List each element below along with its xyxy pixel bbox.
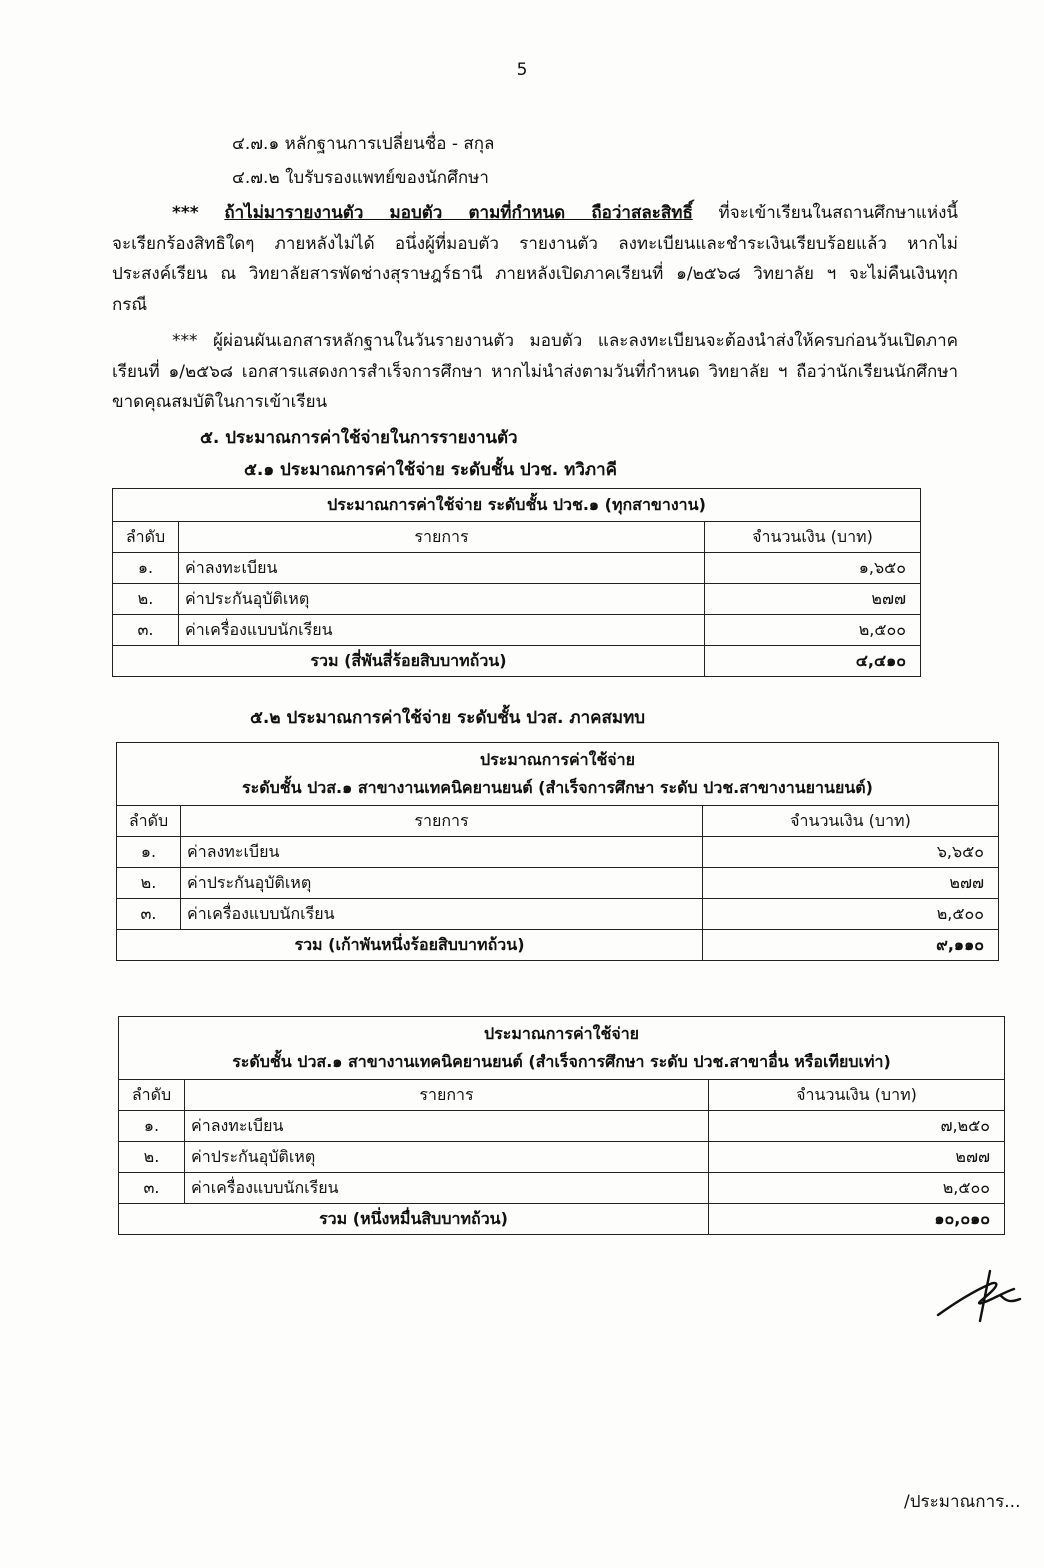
row-no: ๑. [117, 837, 181, 868]
table-row [119, 1111, 1005, 1142]
notice-deferral-line1: *** ผู้ผ่อนผันเอกสารหลักฐานในวันรายงานตัว มอบตัว และลงทะเบียนจะต้องนำส่งให้ครบก่อนวันเปิดภาค [172, 331, 958, 351]
table-row [117, 837, 999, 868]
row-item: ค่าลงทะเบียน [179, 553, 705, 584]
row-item: ค่าลงทะเบียน [185, 1111, 709, 1142]
item-4-7-1: ๔.๗.๑ หลักฐานการเปลี่ยนชื่อ - สกุล [232, 134, 495, 154]
row-amount: ๒๗๗ [709, 1142, 1005, 1173]
table-total-row [117, 930, 999, 961]
row-no: ๓. [119, 1173, 185, 1204]
total-amount: ๑๐,๐๑๐ [709, 1204, 1005, 1235]
section-5-1-heading: ๕.๑ ประมาณการค่าใช้จ่าย ระดับชั้น ปวช. ทวิภาคี [244, 460, 618, 480]
row-amount: ๗,๒๕๐ [709, 1111, 1005, 1142]
cost-table-hvoc1-auto [116, 742, 999, 961]
total-label: รวม (เก้าพันหนึ่งร้อยสิบบาทถ้วน) [117, 930, 703, 961]
notice-forfeit-line4: กรณี [112, 294, 148, 315]
header-no: ลำดับ [119, 1080, 185, 1111]
row-item: ค่าประกันอุบัติเหตุ [185, 1142, 709, 1173]
total-amount: ๙,๑๑๐ [703, 930, 999, 961]
notice-forfeit-paragraph [112, 198, 958, 320]
table-total-row [119, 1204, 1005, 1235]
notice-forfeit-line3: ประสงค์เรียน ณ วิทยาลัยสารพัดช่างสุราษฎร์ธานี ภายหลังเปิดภาคเรียนที่ ๑/๒๕๖๘ วิทยาลัย ฯ จะไม่คืนเงินทุก [112, 264, 958, 284]
total-amount: ๔,๔๑๐ [705, 646, 921, 677]
notice-forfeit-emphasis: ถ้าไม่มารายงานตัว มอบตัว ตามที่กำหนด ถือว่าสละสิทธิ์ [224, 203, 693, 223]
row-item: ค่าเครื่องแบบนักเรียน [179, 615, 705, 646]
header-amount: จำนวนเงิน (บาท) [709, 1080, 1005, 1111]
header-no: ลำดับ [113, 522, 179, 553]
table-title [119, 1017, 1005, 1080]
table-row [113, 615, 921, 646]
total-label: รวม (สี่พันสี่ร้อยสิบบาทถ้วน) [113, 646, 705, 677]
row-amount: ๒๗๗ [703, 868, 999, 899]
section-5-heading: ๕. ประมาณการค่าใช้จ่ายในการรายงานตัว [200, 428, 518, 448]
notice-stars: *** [172, 203, 199, 223]
notice-forfeit-line1 [112, 198, 958, 229]
header-item: รายการ [185, 1080, 709, 1111]
row-item: ค่าลงทะเบียน [181, 837, 703, 868]
row-no: ๓. [113, 615, 179, 646]
table-title-line2: ระดับชั้น ปวส.๑ สาขางานเทคนิคยานยนต์ (สำเร็จการศึกษา ระดับ ปวช.สาขางานยานยนต์) [242, 778, 873, 797]
row-no: ๒. [113, 584, 179, 615]
item-4-7-2: ๔.๗.๒ ใบรับรองแพทย์ของนักศึกษา [232, 168, 489, 188]
row-no: ๑. [119, 1111, 185, 1142]
row-amount: ๒๗๗ [705, 584, 921, 615]
row-item: ค่าประกันอุบัติเหตุ [179, 584, 705, 615]
table-row [117, 868, 999, 899]
table-row [113, 584, 921, 615]
row-item: ค่าประกันอุบัติเหตุ [181, 868, 703, 899]
header-no: ลำดับ [117, 806, 181, 837]
row-item: ค่าเครื่องแบบนักเรียน [181, 899, 703, 930]
header-item: รายการ [181, 806, 703, 837]
table-title-line1: ประมาณการค่าใช้จ่าย [479, 750, 636, 769]
notice-forfeit-rest: ที่จะเข้าเรียนในสถานศึกษาแห่งนี้ [718, 203, 958, 223]
cost-table-hvoc1-other [118, 1016, 1005, 1235]
row-amount: ๑,๖๕๐ [705, 553, 921, 584]
header-item: รายการ [179, 522, 705, 553]
notice-deferral-paragraph [112, 326, 958, 418]
row-no: ๑. [113, 553, 179, 584]
table-total-row [113, 646, 921, 677]
row-no: ๒. [117, 868, 181, 899]
header-amount: จำนวนเงิน (บาท) [705, 522, 921, 553]
notice-deferral-line2: เรียนที่ ๑/๒๕๖๘ เอกสารแสดงการสำเร็จการศึกษา หากไม่นำส่งตามวันที่กำหนด วิทยาลัย ฯ ถือว่านักเรียนนักศึกษา [112, 361, 958, 382]
row-amount: ๒,๕๐๐ [709, 1173, 1005, 1204]
footer-continuation: /ประมาณการ... [904, 1492, 1021, 1512]
table-row [119, 1173, 1005, 1204]
row-item: ค่าเครื่องแบบนักเรียน [185, 1173, 709, 1204]
row-amount: ๖,๖๕๐ [703, 837, 999, 868]
header-amount: จำนวนเงิน (บาท) [703, 806, 999, 837]
table-title-line2: ระดับชั้น ปวส.๑ สาขางานเทคนิคยานยนต์ (สำเร็จการศึกษา ระดับ ปวช.สาขาอื่น หรือเทียบเท่า) [232, 1052, 891, 1071]
total-label: รวม (หนึ่งหมื่นสิบบาทถ้วน) [119, 1204, 709, 1235]
notice-forfeit-line2: จะเรียกร้องสิทธิใดๆ ภายหลังไม่ได้ อนึ่งผู้ที่มอบตัว รายงานตัว ลงทะเบียนและชำระเงินเรียบร้อยแล้ว หากไม่ [112, 233, 958, 254]
notice-deferral-line3: ขาดคุณสมบัติในการเข้าเรียน [112, 392, 328, 412]
row-no: ๓. [117, 899, 181, 930]
row-no: ๒. [119, 1142, 185, 1173]
cost-table-pvoc1 [112, 488, 921, 677]
table-row [119, 1142, 1005, 1173]
page-number: 5 [516, 60, 528, 80]
table-row [113, 553, 921, 584]
row-amount: ๒,๕๐๐ [703, 899, 999, 930]
table-title-line1: ประมาณการค่าใช้จ่าย [483, 1024, 640, 1043]
row-amount: ๒,๕๐๐ [705, 615, 921, 646]
table-title: ประมาณการค่าใช้จ่าย ระดับชั้น ปวช.๑ (ทุกสาขางาน) [113, 489, 921, 522]
table-title [117, 743, 999, 806]
table-row [117, 899, 999, 930]
handwritten-signature-icon [930, 1265, 1030, 1325]
section-5-2-heading: ๕.๒ ประมาณการค่าใช้จ่าย ระดับชั้น ปวส. ภาคสมทบ [250, 708, 646, 728]
